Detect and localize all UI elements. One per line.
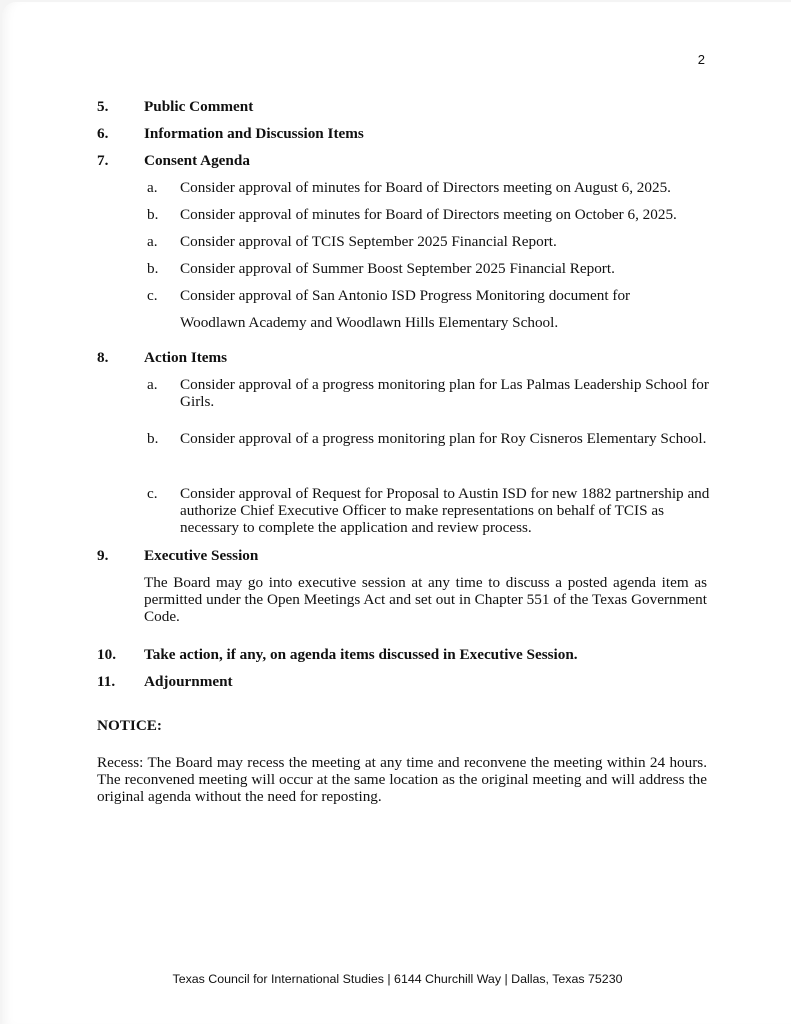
item-text: Consider approval of minutes for Board of Directors meeting on October 6, 2025. xyxy=(180,206,677,223)
item-letter: a. xyxy=(147,233,158,250)
item-title: Public Comment xyxy=(144,98,254,115)
footer-address: Texas Council for International Studies | 6144 Churchill Way | Dallas, Texas 75230 xyxy=(172,972,623,986)
notice-heading: NOTICE: xyxy=(97,717,162,734)
item-text: Consider approval of a progress monitoring plan for Roy Cisneros Elementary School. xyxy=(180,430,707,447)
item-title: Consent Agenda xyxy=(144,152,250,169)
item-number: 8. xyxy=(97,349,109,366)
item-letter: b. xyxy=(147,260,159,277)
item-number: 6. xyxy=(97,125,109,142)
item-text: Consider approval of TCIS September 2025 Financial Report. xyxy=(180,233,557,250)
item-number: 10. xyxy=(97,646,116,663)
item-title: Action Items xyxy=(144,349,228,366)
item-title: Executive Session xyxy=(144,547,259,564)
item-text: Consider approval of minutes for Board of Directors meeting on August 6, 2025. xyxy=(180,179,671,196)
page-number: 2 xyxy=(697,52,705,67)
item-text: Woodlawn Academy and Woodlawn Hills Elementary School. xyxy=(180,314,559,331)
document-page xyxy=(2,2,791,1024)
item-letter: b. xyxy=(147,206,159,223)
item-title: Take action, if any, on agenda items discussed in Executive Session. xyxy=(144,646,578,663)
item-text: Consider approval of San Antonio ISD Progress Monitoring document for xyxy=(180,287,631,304)
item-letter: b. xyxy=(147,430,159,447)
notice-text: Recess: The Board may recess the meeting at any time and reconvene the meeting within 24 hours. The reconvened meeting will occur at the same location as the original meeting and will address the original agenda without the need for reposting. xyxy=(97,754,707,805)
item-number: 7. xyxy=(97,152,109,169)
item-text: Consider approval of a progress monitoring plan for Las Palmas Leadership School for Girls. xyxy=(180,376,709,410)
item-letter: a. xyxy=(147,376,158,393)
item-number: 9. xyxy=(97,547,109,564)
item-number: 11. xyxy=(97,673,116,690)
item-letter: a. xyxy=(147,179,158,196)
item-title: Information and Discussion Items xyxy=(144,125,364,142)
item-letter: c. xyxy=(147,485,158,502)
item-text: Consider approval of Summer Boost September 2025 Financial Report. xyxy=(180,260,615,277)
item-number: 5. xyxy=(97,98,109,115)
item-title: Adjournment xyxy=(144,673,233,690)
item-text: Consider approval of Request for Proposal to Austin ISD for new 1882 partnership and authorize Chief Executive Officer to make representations on behalf of TCIS as necessary to complete the application and review process. xyxy=(180,485,710,536)
item-letter: c. xyxy=(147,287,158,304)
executive-session-text: The Board may go into executive session at any time to discuss a posted agenda item as permitted under the Open Meetings Act and set out in Chapter 551 of the Texas Government Code. xyxy=(144,574,707,625)
